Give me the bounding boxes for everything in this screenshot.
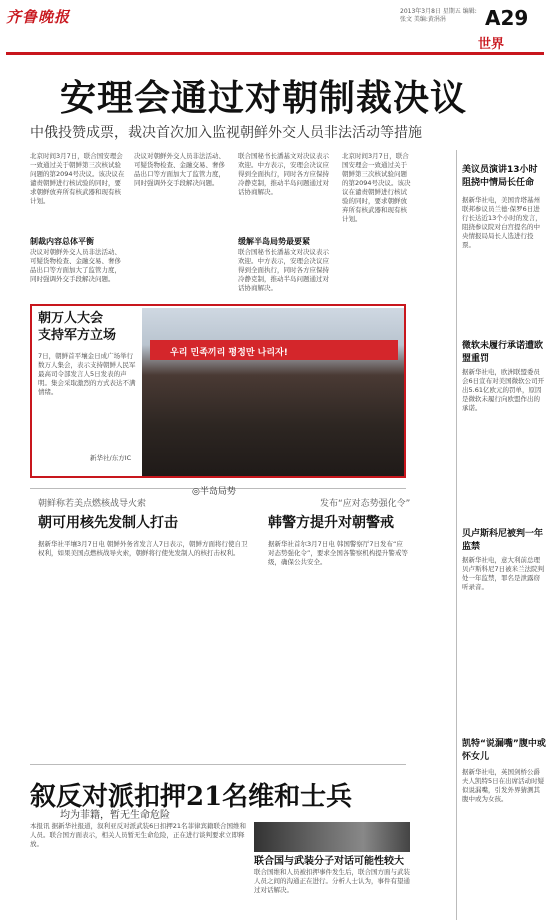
- dateline: 2013年3月8日 星期五 编辑:张文 美编:黄涓涓: [400, 8, 477, 23]
- lead-col3-head: 缓解半岛局势最要紧: [238, 237, 310, 246]
- lead-body-col1b: 决议对朝鲜外交人员非法活动、可疑货物检查、金融交易、奢侈品出口等方面加大了监管力度，同时强调外交手段解决问题。: [30, 248, 121, 283]
- section-bar-label: ◎半岛局势: [192, 487, 236, 497]
- syria-photo: [254, 822, 410, 852]
- sidebar-body-3: 据新华社电，英国剑桥公爵夫人凯特5日在出席活动时疑似说漏嘴，引发外界猜测其腹中或为女孩。: [462, 768, 545, 803]
- photo-caption: 7日，朝鲜首平壤金日成广场举行数万人集会，表示支持朝鲜人民军最高司令部发言人5日发表的声明。集会采取激烈的方式表达不满情绪。: [38, 352, 136, 396]
- section-label: 世界: [478, 37, 505, 52]
- right-body: 据新华社首尔3月7日电 韩国警察厅7日发布“应对态势强化令”，要求全国各警察机构提升警戒等级，确保公共安全。: [268, 540, 408, 566]
- right-kicker: 发布“应对态势强化令”: [320, 499, 411, 509]
- left-kicker: 朝鲜称若美点燃核战导火索: [38, 499, 147, 509]
- syria-subhead: 均为菲籍，暂无生命危险: [60, 810, 170, 821]
- syria-body: 本报讯 据新华社报道，叙利亚反对派武装6日扣押21名菲律宾籍联合国维和人员。联合国方面表示，相关人员暂无生命危险，正在进行谈判要求立即释放。: [30, 822, 246, 848]
- rally-banner-text: 우리 민족끼리 평정만 나리자!: [170, 348, 288, 358]
- rally-photo: [142, 308, 404, 476]
- section-bar-text: 半岛局势: [199, 487, 236, 497]
- lead-headline: 安理会通过对朝制裁决议: [60, 77, 468, 119]
- photo-title: [38, 310, 116, 344]
- sidebar-head-3: 凯特“说漏嘴”腹中或怀女儿: [462, 739, 546, 762]
- sidebar-body-0: 据新华社电，美国肯塔基州联邦参议员兰德·保罗6日进行长达近13个小时的发言，阻挠参议院对白宫提名的中央情报局局长人选进行投票。: [462, 196, 542, 249]
- sidebar-head-1: 微软未履行承诺遭欧盟重罚: [462, 341, 544, 364]
- photo-title-line2: 支持军方立场: [38, 328, 117, 343]
- lead-body-col3b: 联合国秘书长潘基文对决议表示欢迎。中方表示，安理会决议应得到全面执行，同时各方应保持冷静克制，推动半岛问题通过对话协商解决。: [238, 248, 329, 292]
- header-rule: [6, 52, 544, 55]
- lead-body-col1: 北京时间3月7日，联合国安理会一致通过关于朝鲜第三次核试验问题的第2094号决议。该决议在谴责朝鲜进行核试验的同时，要求朝鲜放弃所有核武器和现有核计划。: [30, 152, 125, 205]
- sidebar-body-1: 据新华社电，欧洲联盟委员会6日宣布对美国微软公司开出5.61亿欧元的罚单，原因是微软未履行向欧盟作出的承诺。: [462, 368, 545, 412]
- sidebar-body-2: 据新华社电，意大利前总理贝卢斯科尼7日被米兰法院判处一年监禁，罪名是泄露窃听录音。: [462, 556, 545, 591]
- photo-title-line1: 朝万人大会: [38, 311, 104, 326]
- syria-rule: [30, 764, 406, 765]
- lead-subhead: 中俄投赞成票，裁决首次加入监视朝鲜外交人员非法活动等措施: [30, 125, 422, 141]
- lead-body-col4: 北京时间3月7日，联合国安理会一致通过关于朝鲜第三次核试验问题的第2094号决议。该决议在谴责朝鲜进行核试验的同时，要求朝鲜放弃所有核武器和现有核计划。: [342, 152, 411, 223]
- photo-credit: 新华社/东方IC: [90, 454, 132, 462]
- sidebar-head-2: 贝卢斯科尼被判一年监禁: [462, 529, 544, 552]
- left-head: 朝可用核先发制人打击: [38, 515, 178, 531]
- sidebar-divider: [456, 150, 457, 920]
- syria-photo-head: 联合国与武装分子对话可能性较大: [254, 856, 404, 867]
- right-head: 韩警方提升对朝警戒: [268, 515, 394, 531]
- masthead-logo: 齐鲁晚报: [6, 8, 71, 26]
- lead-body-col2: 决议对朝鲜外交人员非法活动、可疑货物检查、金融交易、奢侈品出口等方面加大了监管力度，同时强调外交手段解决问题。: [134, 152, 225, 187]
- page-number: A29: [485, 6, 529, 30]
- syria-headline: 叙反对派扣押21名维和士兵: [30, 782, 353, 812]
- lead-col1-head: 制裁内容总体平衡: [30, 237, 94, 246]
- lead-body-col3: 联合国秘书长潘基文对决议表示欢迎。中方表示，安理会决议应得到全面执行，同时各方应保持冷静克制，推动半岛问题通过对话协商解决。: [238, 152, 329, 196]
- rally-banner: [150, 340, 398, 360]
- syria-photo-body: 联合国维和人员被扣押事件发生后，联合国方面与武装人员之间的沟通正在进行。分析人士认为，事件有望通过对话解决。: [254, 868, 410, 894]
- sidebar-head-0: 美议员演讲13小时阻挠中情局长任命: [462, 165, 538, 188]
- left-body: 据新华社平壤3月7日电 朝鲜外务省发言人7日表示，朝鲜方面将行使自卫权利，如果美国点燃核战导火索，朝鲜将行使先发制人的核打击权利。: [38, 540, 248, 557]
